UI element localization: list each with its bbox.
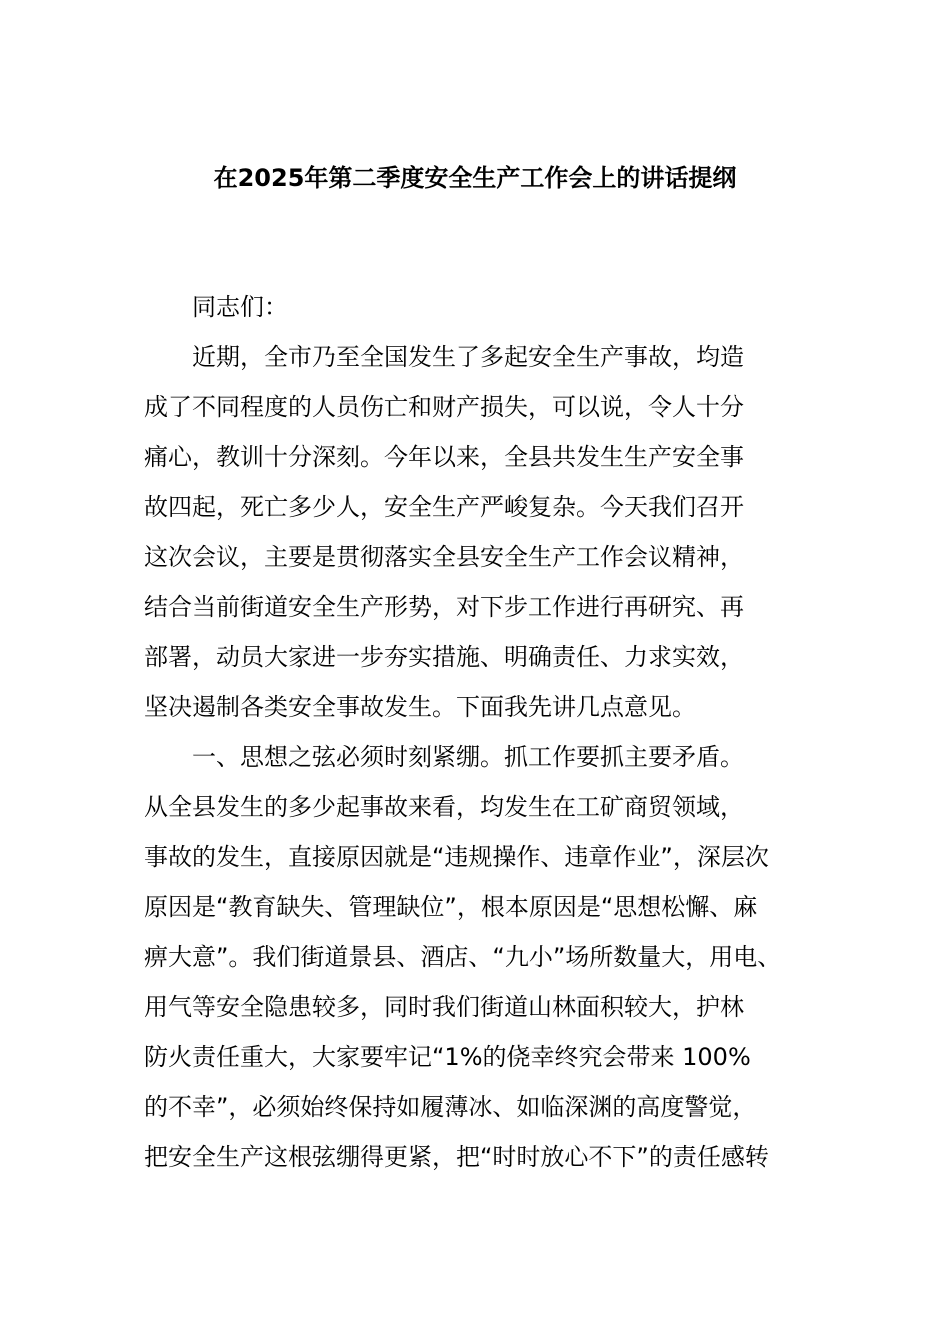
document-title: 在2025年第二季度安全生产工作会上的讲话提纲 (213, 164, 737, 192)
body-line: 用气等安全隐患较多，同时我们街道山林面积较大，护林 (144, 993, 744, 1021)
body-line: 的不幸”，必须始终保持如履薄冰、如临深渊的高度警觉， (144, 1093, 757, 1121)
body-line: 故四起，死亡多少人，安全生产严峻复杂。今天我们召开 (144, 493, 744, 521)
body-line: 把安全生产这根弦绷得更紧，把“时时放心不下”的责任感转 (144, 1143, 769, 1171)
body-line: 事故的发生，直接原因就是“违规操作、违章作业”，深层次 (144, 843, 769, 871)
body-line: 同志们： (144, 293, 288, 321)
body-line: 原因是“教育缺失、管理缺位”，根本原因是“思想松懈、麻 (144, 893, 758, 921)
document-body (144, 282, 814, 1182)
body-line: 近期，全市乃至全国发生了多起安全生产事故，均造 (144, 343, 744, 371)
body-line: 一、思想之弦必须时刻紧绷。抓工作要抓主要矛盾。 (144, 743, 744, 771)
body-line: 痹大意”。我们街道景县、酒店、“九小”场所数量大，用电、 (144, 943, 782, 971)
body-line: 这次会议，主要是贯彻落实全县安全生产工作会议精神， (144, 543, 744, 571)
body-line: 防火责任重大，大家要牢记“1%的侥幸终究会带来 100% (144, 1043, 751, 1071)
body-line: 成了不同程度的人员伤亡和财产损失，可以说，令人十分 (144, 393, 744, 421)
body-line: 坚决遏制各类安全事故发生。下面我先讲几点意见。 (144, 693, 696, 721)
body-line: 部署，动员大家进一步夯实措施、明确责任、力求实效， (144, 643, 744, 671)
body-line: 从全县发生的多少起事故来看，均发生在工矿商贸领域， (144, 793, 744, 821)
body-line: 痛心，教训十分深刻。今年以来，全县共发生生产安全事 (144, 443, 744, 471)
body-line: 结合当前街道安全生产形势，对下步工作进行再研究、再 (144, 593, 744, 621)
